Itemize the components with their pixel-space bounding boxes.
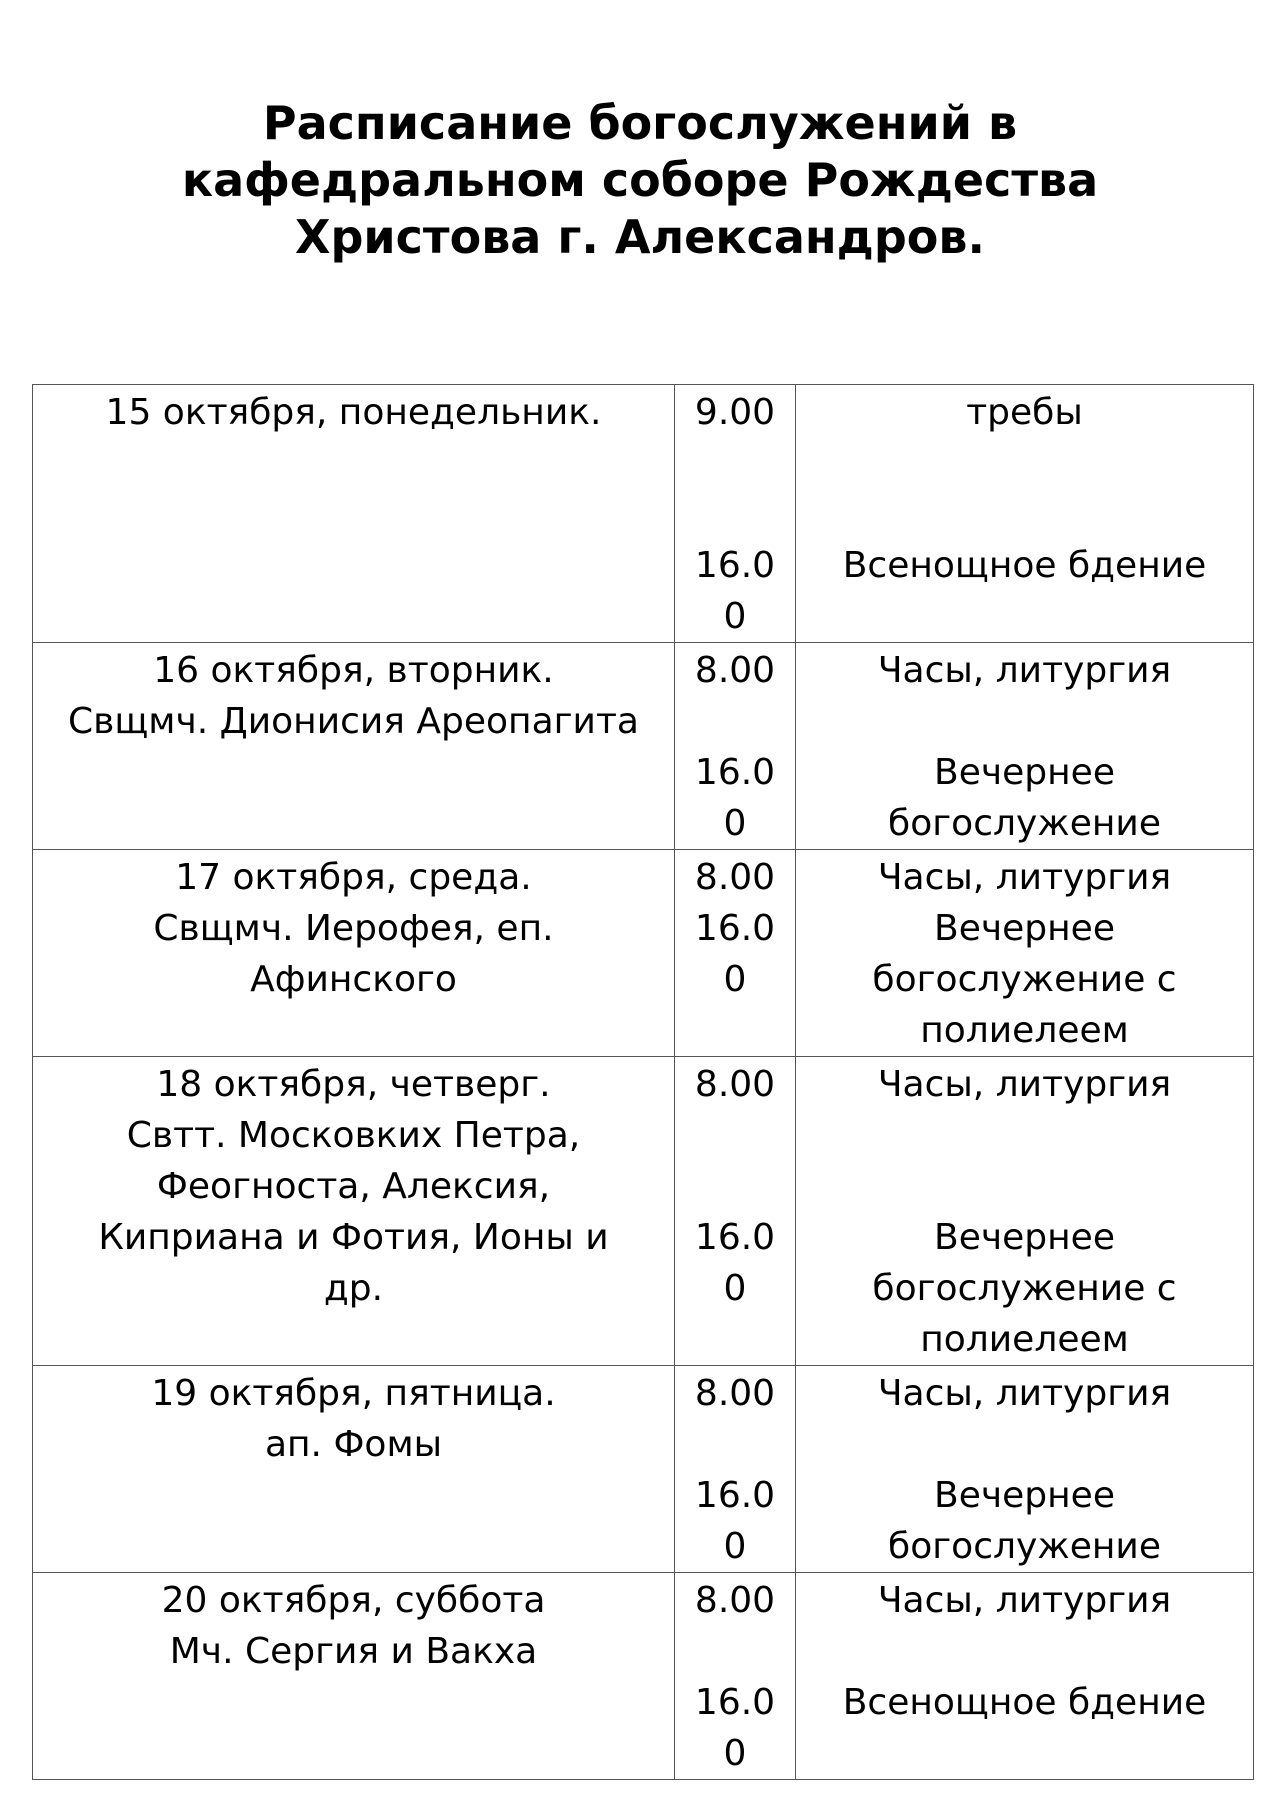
blank-line [675, 1161, 795, 1212]
time-text: 0 [723, 596, 747, 637]
title-line: Христова г. Александров. [295, 210, 985, 264]
day-text: Киприана и Фотия, Ионы и [98, 1217, 609, 1258]
day-text: Мч. Сергия и Вакха [169, 1631, 538, 1672]
time-text: 8.00 [694, 1373, 776, 1414]
blank-line [675, 1314, 795, 1365]
time-text: 8.00 [694, 1580, 776, 1621]
blank-line [675, 438, 795, 489]
page-title [0, 95, 1280, 266]
time-cell [675, 643, 796, 850]
service-text: Вечернее [934, 908, 1115, 949]
day-cell [33, 1366, 675, 1573]
time-text: 16.0 [694, 1475, 776, 1516]
time-text: 9.00 [694, 392, 776, 433]
blank-line [796, 1626, 1253, 1677]
day-cell [33, 1573, 675, 1780]
table-row [33, 643, 1254, 850]
title-line: кафедральном соборе Рождества [181, 153, 1099, 207]
service-text: Всенощное бдение [842, 1682, 1207, 1723]
service-text: полиелеем [920, 1010, 1129, 1051]
table-row [33, 385, 1254, 643]
day-text: Свщмч. Иерофея, еп. [153, 908, 554, 949]
blank-line [796, 1728, 1253, 1779]
time-text: 8.00 [694, 1064, 776, 1105]
time-cell [675, 1057, 796, 1366]
service-cell [796, 385, 1254, 643]
blank-line [675, 1419, 795, 1470]
service-cell [796, 1057, 1254, 1366]
time-cell [675, 1366, 796, 1573]
service-cell [796, 1366, 1254, 1573]
time-text: 0 [723, 1733, 747, 1774]
blank-line [675, 696, 795, 747]
day-cell [33, 1057, 675, 1366]
time-text: 8.00 [694, 650, 776, 691]
time-text: 0 [723, 1526, 747, 1567]
time-text: 0 [723, 959, 747, 1000]
service-text: богослужение с [872, 959, 1177, 1000]
day-text: 19 октября, пятница. [151, 1373, 556, 1414]
day-text: Афинского [250, 959, 457, 1000]
blank-line [796, 1419, 1253, 1470]
service-text: Часы, литургия [877, 857, 1172, 898]
time-text: 16.0 [694, 1682, 776, 1723]
table-row [33, 1057, 1254, 1366]
blank-line [796, 1161, 1253, 1212]
day-text: 18 октября, четверг. [156, 1064, 551, 1105]
blank-line [796, 591, 1253, 642]
time-text: 0 [723, 1268, 747, 1309]
service-text: богослужение с [872, 1268, 1177, 1309]
time-cell [675, 850, 796, 1057]
time-cell [675, 385, 796, 643]
service-text: Часы, литургия [877, 1580, 1172, 1621]
day-text: Свтт. Московких Петра, [126, 1115, 581, 1156]
day-text: 20 октября, суббота [161, 1580, 546, 1621]
day-cell [33, 643, 675, 850]
blank-line [675, 1005, 795, 1056]
table-row [33, 850, 1254, 1057]
day-text: др. [323, 1268, 384, 1309]
blank-line [675, 1110, 795, 1161]
blank-line [796, 696, 1253, 747]
service-cell [796, 850, 1254, 1057]
service-cell [796, 643, 1254, 850]
day-text: 17 октября, среда. [175, 857, 532, 898]
service-text: полиелеем [920, 1319, 1129, 1360]
service-text: Часы, литургия [877, 1373, 1172, 1414]
day-text: Свщмч. Дионисия Ареопагита [68, 701, 639, 742]
time-text: 0 [723, 803, 747, 844]
day-text: 16 октября, вторник. [153, 650, 554, 691]
time-text: 16.0 [694, 908, 776, 949]
day-cell [33, 850, 675, 1057]
blank-line [796, 1110, 1253, 1161]
service-text: требы [966, 392, 1083, 433]
service-text: Часы, литургия [877, 1064, 1172, 1105]
time-cell [675, 1573, 796, 1780]
schedule-table [32, 384, 1254, 1780]
service-text: Вечернее [934, 752, 1115, 793]
blank-line [675, 1626, 795, 1677]
time-text: 8.00 [694, 857, 776, 898]
title-line: Расписание богослужений в [262, 96, 1018, 150]
service-text: богослужение [888, 803, 1161, 844]
time-text: 16.0 [694, 752, 776, 793]
day-text: ап. Фомы [264, 1424, 443, 1465]
service-text: богослужение [888, 1526, 1161, 1567]
blank-line [796, 489, 1253, 540]
service-text: Вечернее [934, 1217, 1115, 1258]
service-cell [796, 1573, 1254, 1780]
service-text: Всенощное бдение [842, 545, 1207, 586]
day-text: Феогноста, Алексия, [156, 1166, 551, 1207]
time-text: 16.0 [694, 1217, 776, 1258]
table-row [33, 1366, 1254, 1573]
day-text: 15 октября, понедельник. [105, 392, 602, 433]
service-text: Вечернее [934, 1475, 1115, 1516]
blank-line [796, 438, 1253, 489]
service-text: Часы, литургия [877, 650, 1172, 691]
day-cell [33, 385, 675, 643]
blank-line [675, 489, 795, 540]
time-text: 16.0 [694, 545, 776, 586]
table-row [33, 1573, 1254, 1780]
schedule-body [33, 385, 1254, 1780]
